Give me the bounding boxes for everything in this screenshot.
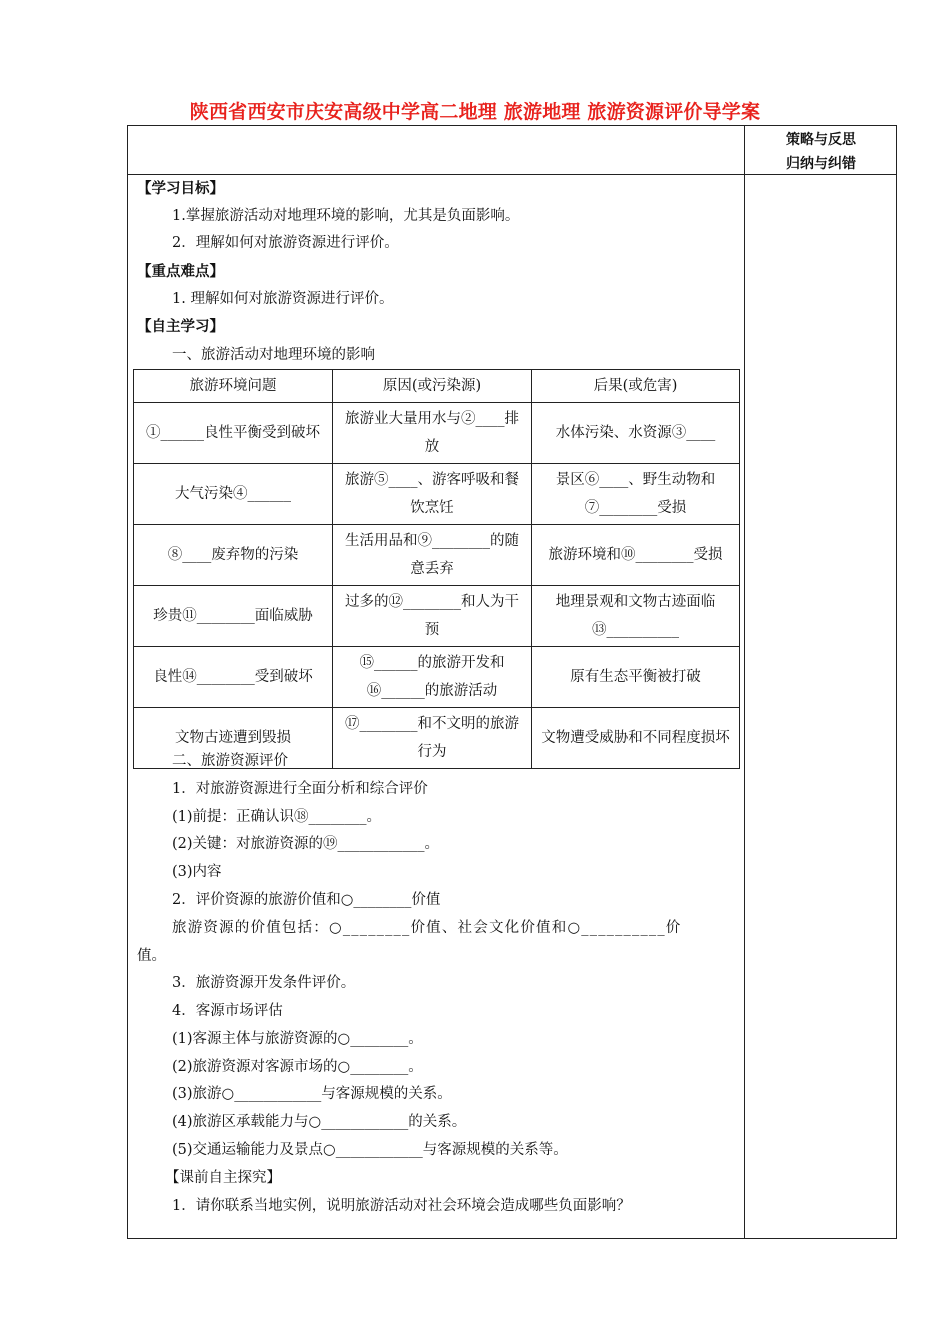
side-heading-summary: 归纳与纠错 (786, 156, 856, 172)
goals-heading: 【学习目标】 (137, 181, 224, 197)
text-line: 旅游资源的价值包括：○________价值、社会文化价值和○__________价 (172, 920, 682, 936)
text-line: 值。 (137, 948, 166, 964)
table-row (134, 525, 740, 586)
explore-heading: 【课前自主探究】 (165, 1170, 281, 1186)
self-study-heading: 【自主学习】 (137, 319, 224, 335)
table-cell: 文物遭受威胁和不同程度损坏 (532, 708, 740, 769)
table-cell: ⑧____废弃物的污染 (134, 525, 333, 586)
table-header-cell: 后果(或危害) (532, 370, 740, 403)
table-row (134, 586, 740, 647)
section-heading: 二、旅游资源评价 (172, 753, 288, 769)
table-header-cell: 原因(或污染源) (333, 370, 532, 403)
page-title: 陕西省西安市庆安高级中学高二地理 旅游地理 旅游资源评价导学案 (189, 101, 761, 123)
table-header-cell: 旅游环境问题 (134, 370, 333, 403)
text-line: (3)内容 (172, 864, 222, 880)
environment-impact-table (133, 369, 740, 769)
table-cell: ⑮______的旅游开发和⑯______的旅游活动 (333, 647, 532, 708)
table-cell: 珍贵⑪________面临威胁 (134, 586, 333, 647)
table-row (134, 464, 740, 525)
table-row (134, 647, 740, 708)
table-cell: 景区⑥____、野生动物和⑦________受损 (532, 464, 740, 525)
table-row (134, 403, 740, 464)
column-divider (744, 125, 745, 1239)
table-cell: 旅游业大量用水与②____排放 (333, 403, 532, 464)
header-divider (127, 174, 897, 175)
text-line: (2)旅游资源对客源市场的○________。 (172, 1059, 423, 1075)
text-line: 1．对旅游资源进行全面分析和综合评价 (172, 781, 428, 797)
table-cell: 地理景观和文物古迹面临⑬__________ (532, 586, 740, 647)
text-line: (2)关键：对旅游资源的⑲____________。 (172, 836, 440, 852)
text-line: (1)客源主体与旅游资源的○________。 (172, 1031, 423, 1047)
side-heading-strategy: 策略与反思 (786, 132, 856, 148)
text-line: (5)交通运输能力及景点○____________与客源规模的关系等。 (172, 1142, 568, 1158)
table-cell: 大气污染④______ (134, 464, 333, 525)
section-heading: 一、旅游活动对地理环境的影响 (172, 347, 375, 363)
table-cell: 原有生态平衡被打破 (532, 647, 740, 708)
text-line: (3)旅游○____________与客源规模的关系。 (172, 1086, 452, 1102)
key-points-heading: 【重点难点】 (137, 264, 224, 280)
table-cell: 旅游环境和⑩________受损 (532, 525, 740, 586)
table-cell: 过多的⑫________和人为干预 (333, 586, 532, 647)
table-cell: 水体污染、水资源③____ (532, 403, 740, 464)
text-line: 2．评价资源的旅游价值和○________价值 (172, 892, 441, 908)
explore-question: 1．请你联系当地实例，说明旅游活动对社会环境会造成哪些负面影响？ (172, 1198, 631, 1214)
text-line: 3．旅游资源开发条件评价。 (172, 975, 356, 991)
table-cell: ①______良性平衡受到破坏 (134, 403, 333, 464)
text-line: (4)旅游区承载能力与○____________的关系。 (172, 1114, 467, 1130)
text-line: 4．客源市场评估 (172, 1003, 283, 1019)
table-cell: 良性⑭________受到破坏 (134, 647, 333, 708)
table-cell: 文物古迹遭到毁损 (134, 708, 333, 769)
table-cell: 旅游⑤____、游客呼吸和餐饮烹饪 (333, 464, 532, 525)
goal-item: 1.掌握旅游活动对地理环境的影响，尤其是负面影响。 (172, 208, 520, 224)
table-cell: ⑰________和不文明的旅游行为 (333, 708, 532, 769)
table-cell: 生活用品和⑨________的随意丢弃 (333, 525, 532, 586)
goal-item: 2．理解如何对旅游资源进行评价。 (172, 235, 399, 251)
text-line: (1)前提：正确认识⑱________。 (172, 809, 382, 825)
key-point-item: 1. 理解如何对旅游资源进行评价。 (172, 291, 394, 307)
